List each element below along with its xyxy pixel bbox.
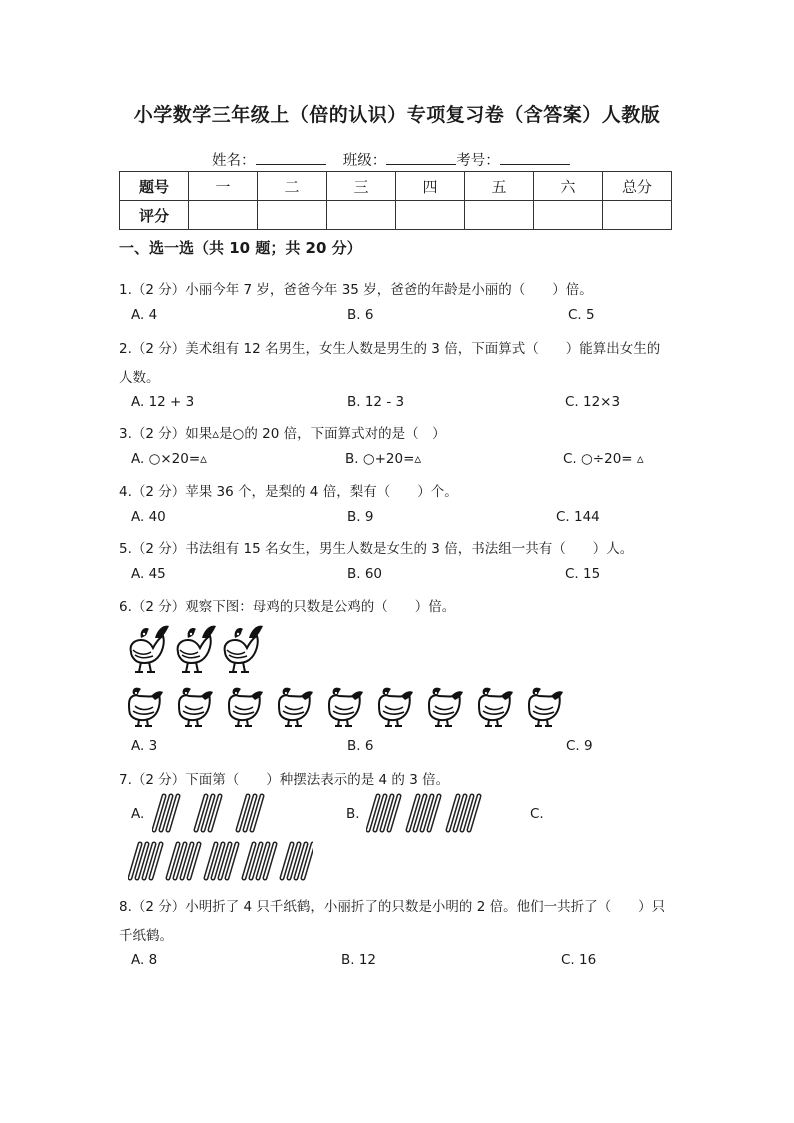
score-cell[interactable] (465, 201, 534, 230)
q7-option-b-sticks (366, 792, 516, 836)
q7-option-c[interactable]: C. (530, 806, 544, 822)
question-7-stem: 7.（2 分）下面第（ ）种摆法表示的是 4 的 3 倍。 (119, 772, 450, 788)
q8-option-a[interactable]: A. 8 (131, 952, 158, 968)
question-2-stem: 2.（2 分）美术组有 12 名男生，女生人数是男生的 3 倍，下面算式（ ）能算出女生的 (119, 341, 661, 357)
exam-number-blank[interactable] (500, 150, 570, 165)
score-cell[interactable] (258, 201, 327, 230)
section-heading: 一、选一选（共 10 题；共 20 分） (119, 239, 362, 257)
hen-icon (529, 688, 563, 726)
q1-option-a[interactable]: A. 4 (131, 307, 158, 323)
hen-icon (279, 688, 313, 726)
question-4-stem: 4.（2 分）苹果 36 个，是梨的 4 倍，梨有（ ）个。 (119, 484, 458, 500)
score-table-score-row (120, 201, 672, 230)
hen-icon (329, 688, 363, 726)
question-3-stem: 3.（2 分）如果▵是○的 20 倍，下面算式对的是（ ） (119, 426, 446, 442)
q1-option-c[interactable]: C. 5 (568, 307, 595, 323)
q7-option-b[interactable]: B. (346, 806, 360, 822)
score-header-cell: 五 (465, 172, 534, 201)
q7-option-a-sticks (152, 792, 312, 836)
q8-option-b[interactable]: B. 12 (341, 952, 377, 968)
hens-figure (125, 682, 585, 728)
name-blank[interactable] (256, 150, 326, 165)
rooster-icon (225, 626, 263, 672)
q2-option-a[interactable]: A. 12 + 3 (131, 394, 195, 410)
q4-option-c[interactable]: C. 144 (556, 509, 600, 525)
q2-option-b[interactable]: B. 12 - 3 (347, 394, 405, 410)
exam-number-label: 考号： (456, 153, 500, 169)
score-table-header-row (120, 172, 672, 201)
score-cell[interactable] (534, 201, 603, 230)
class-label: 班级： (342, 153, 387, 169)
score-cell[interactable] (603, 201, 672, 230)
q4-option-b[interactable]: B. 9 (347, 509, 374, 525)
question-8-stem: 8.（2 分）小明折了 4 只千纸鹤，小丽折了的只数是小明的 2 倍。他们一共折了（ ）只 (119, 899, 666, 915)
class-blank[interactable] (386, 150, 456, 165)
name-label: 姓名： (212, 153, 256, 169)
score-header-cell: 二 (258, 172, 327, 201)
rooster-icon (131, 626, 169, 672)
hen-icon (229, 688, 263, 726)
score-cell[interactable] (327, 201, 396, 230)
q3-option-b[interactable]: B. ○+20=▵ (345, 451, 422, 467)
question-8-stem-continued: 千纸鹤。 (119, 928, 173, 944)
score-cell[interactable] (396, 201, 465, 230)
q2-option-c[interactable]: C. 12×3 (565, 394, 621, 410)
q5-option-c[interactable]: C. 15 (565, 566, 601, 582)
score-header-cell: 总分 (603, 172, 672, 201)
q7-option-c-sticks (128, 840, 313, 886)
student-info-line (212, 149, 570, 170)
q1-option-b[interactable]: B. 6 (347, 307, 374, 323)
hen-icon (379, 688, 413, 726)
q8-option-c[interactable]: C. 16 (561, 952, 597, 968)
hen-icon (179, 688, 213, 726)
q3-option-a[interactable]: A. ○×20=▵ (131, 451, 207, 467)
hen-icon (479, 688, 513, 726)
question-2-stem-continued: 人数。 (119, 370, 160, 386)
score-header-cell: 六 (534, 172, 603, 201)
hen-icon (429, 688, 463, 726)
score-header-cell: 一 (189, 172, 258, 201)
page-title: 小学数学三年级上（倍的认识）专项复习卷（含答案）人教版 (133, 104, 661, 126)
score-header-cell: 四 (396, 172, 465, 201)
score-table (119, 171, 672, 230)
q6-option-a[interactable]: A. 3 (131, 738, 158, 754)
question-1-stem: 1.（2 分）小丽今年 7 岁，爸爸今年 35 岁，爸爸的年龄是小丽的（ ）倍。 (119, 282, 593, 298)
rooster-icon (178, 626, 216, 672)
q4-option-a[interactable]: A. 40 (131, 509, 166, 525)
score-cell[interactable] (189, 201, 258, 230)
q7-option-a[interactable]: A. (131, 806, 145, 822)
score-row-label: 评分 (120, 201, 189, 230)
score-header-cell: 题号 (120, 172, 189, 201)
q5-option-a[interactable]: A. 45 (131, 566, 166, 582)
q3-option-c[interactable]: C. ○÷20= ▵ (563, 451, 644, 467)
question-6-stem: 6.（2 分）观察下图：母鸡的只数是公鸡的（ ）倍。 (119, 599, 456, 615)
q6-option-b[interactable]: B. 6 (347, 738, 374, 754)
hen-icon (129, 688, 163, 726)
q6-option-c[interactable]: C. 9 (566, 738, 593, 754)
question-5-stem: 5.（2 分）书法组有 15 名女生，男生人数是女生的 3 倍，书法组一共有（ ）人。 (119, 541, 634, 557)
roosters-figure (125, 620, 285, 676)
q5-option-b[interactable]: B. 60 (347, 566, 383, 582)
score-header-cell: 三 (327, 172, 396, 201)
